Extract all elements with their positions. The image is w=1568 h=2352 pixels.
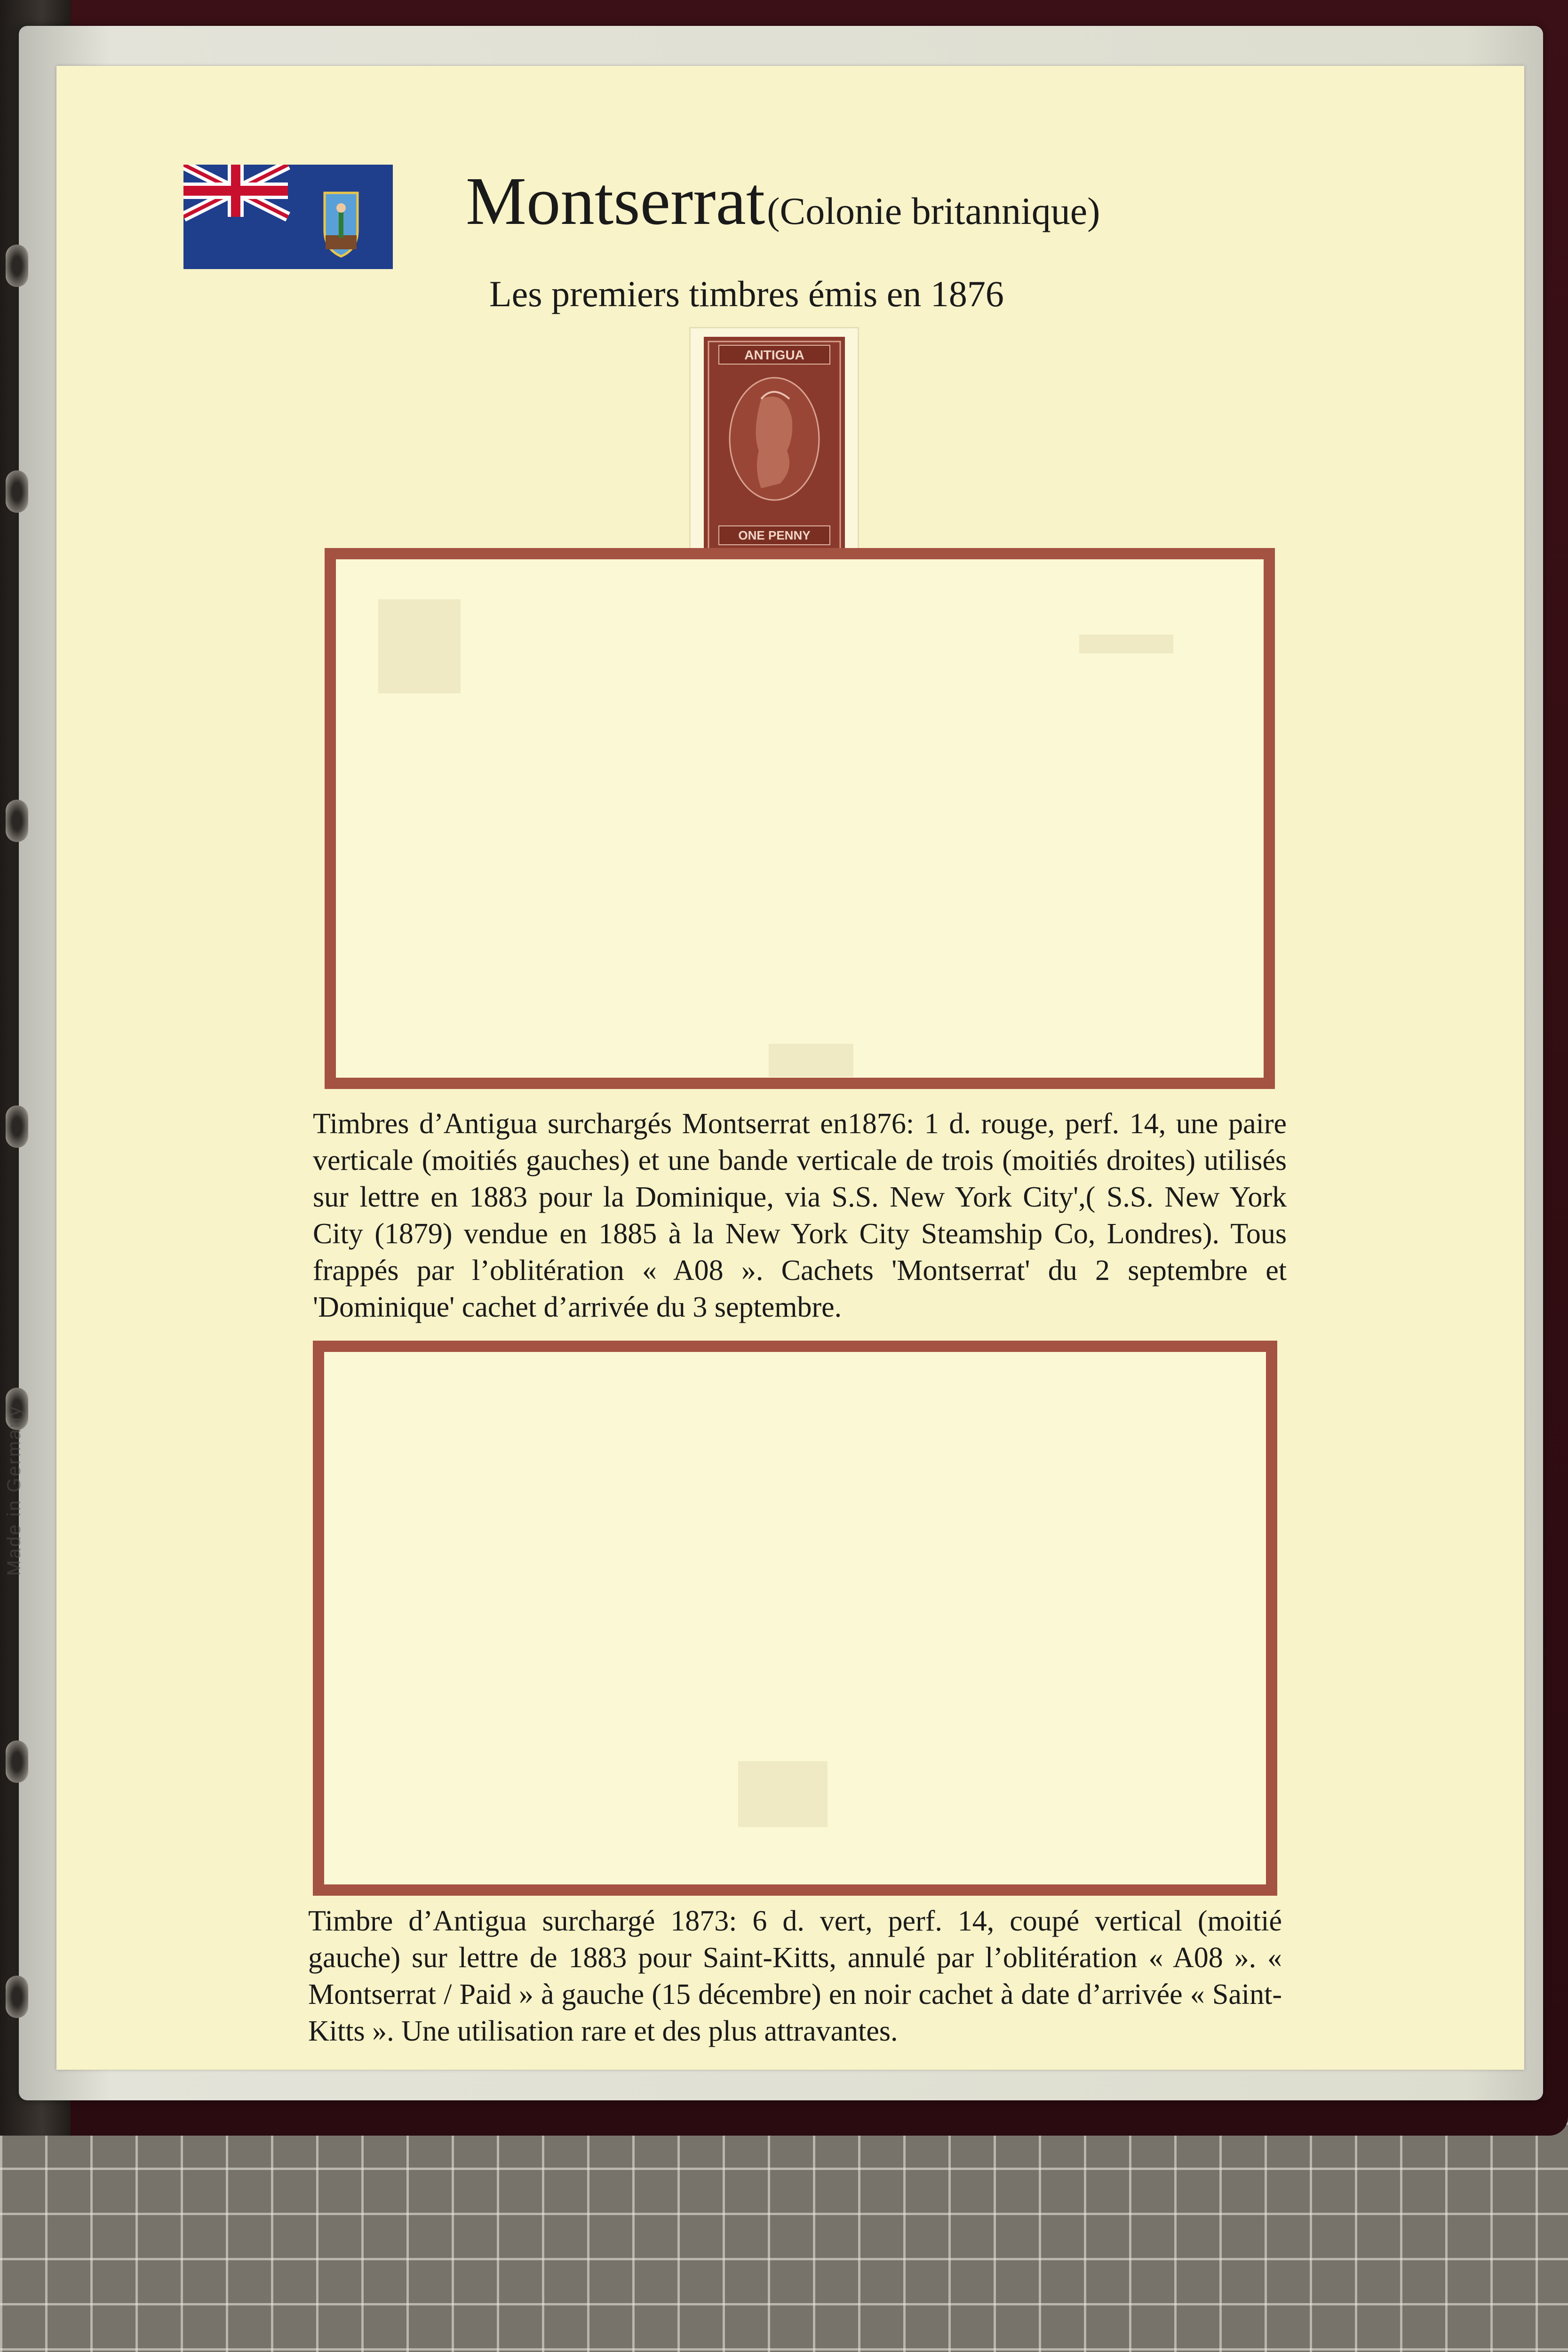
page-subtitle: Les premiers timbres émis en 1876 bbox=[489, 273, 1004, 314]
stamp-mount bbox=[689, 327, 859, 567]
cover-2-description: Timbre d’Antigua surchargé 1873: 6 d. vert, perf. 14, coupé vertical (moitié gauche) sur lettre de 1883 pour Saint-Kitts, annulé par l’oblitération « A08 ». « Montserrat / Paid » à gauche (15 décembre) en noir cachet à date d’arrivée « Saint-Kitts ». Une utilisation rare et des plus attravantes. bbox=[308, 1905, 1282, 2047]
punch-hole bbox=[6, 1105, 28, 1148]
punch-hole bbox=[6, 1740, 28, 1783]
punch-hole bbox=[6, 1976, 28, 2018]
title-suffix: (Colonie britannique) bbox=[767, 190, 1100, 232]
stamp-top-label: ANTIGUA bbox=[744, 348, 804, 362]
cover-frame-2 bbox=[313, 1341, 1277, 1896]
cover-frame-1 bbox=[325, 548, 1275, 1089]
cover-1-description: Timbres d’Antigua surchargés Montserrat en1876: 1 d. rouge, perf. 14, une paire verticale (moitiés gauches) et une bande verticale de trois (moitiés droites) utilisés sur lettre en 1883 pour la Dominique, via S.S. New York City',( S.S. New York City (1879) vendue en 1885 à la New York City Steamship Co, Londres). Tous frappés par l’oblitération « A08 ». Cachets 'Montserrat' du 2 septembre et 'Dominique' cachet d’arrivée du 3 septembre. bbox=[313, 1108, 1287, 1323]
sleeve-imprint: Made in Germany bbox=[4, 1405, 24, 1576]
stamp-ghost-mark bbox=[738, 1761, 828, 1827]
montserrat-flag-icon bbox=[183, 165, 393, 269]
postmark-ghost-mark bbox=[1079, 635, 1173, 653]
sleeve-punch-holes bbox=[0, 0, 56, 2136]
punch-hole bbox=[6, 800, 28, 842]
stamp-ghost-mark bbox=[378, 599, 461, 693]
stamp-bottom-label: ONE PENNY bbox=[738, 528, 811, 542]
queen-victoria-stamp-icon bbox=[691, 328, 858, 566]
punch-hole bbox=[6, 245, 28, 287]
album-page bbox=[56, 66, 1524, 2070]
title-main: Montserrat bbox=[466, 164, 765, 239]
punch-hole bbox=[6, 470, 28, 513]
page-title bbox=[466, 162, 1266, 247]
postmark-ghost-mark bbox=[769, 1044, 853, 1077]
